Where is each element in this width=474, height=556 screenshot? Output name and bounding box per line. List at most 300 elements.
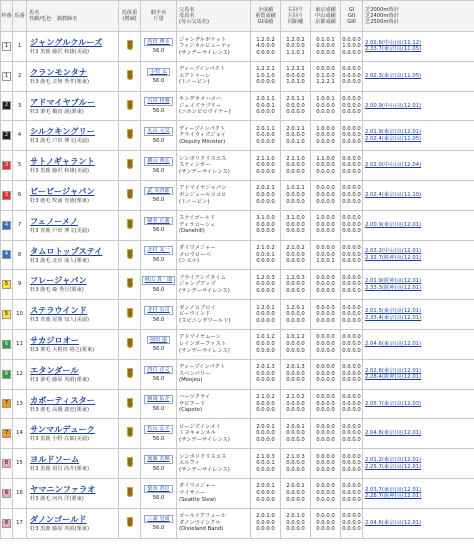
record-cell-1 — [251, 240, 281, 270]
header-horse-label: 馬名 — [29, 10, 40, 16]
weight-text: 56.0 — [152, 316, 165, 323]
race-time-link[interactable]: 2.28.4(阪神)良(12.01) — [365, 374, 422, 381]
time-cell — [363, 389, 474, 419]
race-time-link[interactable]: 2.04.6(東京)良(12.01) — [365, 341, 422, 348]
record-line: 0.0.0.0 — [286, 370, 305, 377]
record-line: 0.0.0.0 — [316, 281, 335, 288]
record-line: 0.0.0.0 — [342, 400, 361, 407]
pedigree-cell — [177, 240, 251, 270]
pedigree-cell — [177, 61, 251, 91]
jockey-name-link[interactable]: 後藤 浩輝 — [144, 455, 172, 464]
horse-name-link[interactable]: サンマルデューク — [30, 424, 95, 435]
record-line: 0.0.0.0 — [256, 377, 275, 384]
record-line: 1.0.0.0 — [316, 215, 335, 222]
jockey-name-link[interactable]: 横山 典弘 — [144, 157, 172, 166]
record-cell-3 — [311, 419, 341, 449]
record-line: 0.0.0.0 — [342, 483, 361, 490]
record-line: 0.0.0.0 — [342, 221, 361, 228]
race-time-link[interactable]: 2.02.6(中山)良(11.12) — [365, 39, 422, 46]
race-time-link[interactable]: 2.32.7(阪神)良(12.01) — [365, 254, 422, 261]
record-line: 0.0.0.0 — [286, 228, 305, 235]
race-time-link[interactable]: 2.04.6(東京)良(12.01) — [365, 519, 422, 526]
waku-box: 2 — [2, 101, 11, 110]
record-line: 0.0.0.0 — [256, 79, 275, 86]
header-rec4-c: GIII — [347, 19, 356, 25]
time-cell — [363, 180, 474, 210]
horse-sub-info[interactable]: 牡3 黒鹿 藤沢 和雄(美浦) — [30, 168, 89, 175]
record-line: 0.0.0.0 — [316, 43, 335, 50]
record-line: 0.0.0.0 — [342, 215, 361, 222]
table-row — [1, 32, 474, 62]
record-line: 0.0.0.0 — [286, 162, 305, 169]
jockey-name-link[interactable]: 藤岡 佑介 — [144, 395, 172, 404]
record-cell-4 — [341, 91, 363, 121]
pedigree-line: (スピニングワールド) — [179, 317, 231, 324]
horse-name-link[interactable]: アドマイヤブルー — [30, 96, 96, 107]
weight-text: 56.0 — [152, 107, 165, 114]
record-line: 2.0.1.0 — [286, 513, 305, 520]
record-line: 0.0.0.0 — [286, 168, 305, 175]
horse-name-link[interactable]: タムロトップステイ — [30, 245, 103, 256]
horse-sub-info[interactable]: 牡3 栗毛 高橋 義忠(栗東) — [30, 406, 89, 413]
record-line: 0.0.0.0 — [316, 66, 335, 73]
horse-name-link[interactable]: フレージャパン — [30, 275, 87, 286]
horse-sub-info[interactable]: 牡3 青鹿 戸田 博文(美浦) — [30, 227, 89, 234]
waku-box: 3 — [2, 191, 11, 200]
time-cell — [363, 91, 474, 121]
jockey-name-link[interactable]: 武 幸四郎 — [144, 187, 172, 196]
record-line: 1.1.0.0 — [316, 155, 335, 162]
waku-cell — [1, 329, 13, 359]
race-time-link[interactable]: 2.02.4(東京)良(11.10) — [365, 192, 422, 199]
umaban-cell: 11 — [13, 329, 27, 359]
table-row — [1, 478, 474, 508]
record-line: 0.0.0.0 — [286, 526, 305, 533]
silks-icon — [127, 308, 133, 318]
silks-icon — [127, 70, 133, 80]
record-line: 0.0.0.0 — [316, 185, 335, 192]
record-line: 0.0.0.0 — [342, 162, 361, 169]
race-time-link[interactable]: 2.01.9(東京)良(12.01) — [365, 129, 422, 136]
horse-sub-info[interactable]: 牡3 鹿毛 音無 秀孝(栗東) — [30, 78, 89, 85]
mark-cell — [119, 449, 141, 479]
header-pedigree-dam: 母馬名 — [179, 13, 195, 19]
weight-text: 56.0 — [152, 525, 165, 532]
record-line: 0.0.0.0 — [342, 490, 361, 497]
header-rec2 — [281, 1, 311, 32]
pedigree-line: キングカメハメハ — [179, 96, 222, 103]
record-line: 0.0.0.0 — [256, 490, 275, 497]
header-jockey — [141, 1, 177, 32]
record-line: 0.0.0.0 — [342, 317, 361, 324]
record-line: 0.0.0.0 — [316, 245, 335, 252]
pedigree-line: ブライアンズタイム — [179, 274, 226, 281]
pedigree-line: ボンジュールココロ — [179, 192, 227, 199]
record-line: 0.0.0.0 — [316, 334, 335, 341]
record-line: 0.0.0.0 — [342, 66, 361, 73]
horse-cell — [27, 61, 119, 91]
jockey-name-link[interactable]: 内田 博幸 — [144, 38, 172, 47]
record-line: 0.0.0.0 — [256, 466, 275, 473]
record-cell-4 — [341, 32, 363, 62]
record-line: 0.0.0.0 — [316, 228, 335, 235]
jockey-name-link[interactable]: 秋山 真一郎 — [142, 276, 176, 285]
jockey-cell — [141, 210, 177, 240]
record-line: 1.2.0.1 — [286, 304, 305, 311]
record-line: 0.0.0.0 — [286, 430, 305, 437]
record-line: 0.0.0.0 — [316, 370, 335, 377]
horse-name-link[interactable]: フェノーメノ — [30, 215, 78, 226]
race-time-link[interactable]: 2.01.5(東京)良(12.01) — [365, 307, 422, 314]
record-line: 0.0.0.0 — [286, 377, 305, 384]
horse-sub-info[interactable]: 牡3 黒鹿 須貝 尚介(栗東) — [30, 466, 89, 473]
horse-name-link[interactable]: ジャングルクルーズ — [30, 37, 103, 48]
horse-sub-info[interactable]: 牡3 黒鹿 藤沢 和雄(美浦) — [30, 49, 89, 56]
umaban-cell: 7 — [13, 210, 27, 240]
pedigree-line: (サンデーサイレンス) — [179, 466, 230, 473]
pedigree-line: ビーウインド — [179, 311, 211, 318]
jockey-name-link[interactable]: 丸山 元気 — [144, 127, 172, 136]
pedigree-cell — [177, 180, 251, 210]
record-line: 0.0.0.0 — [256, 288, 275, 295]
horse-cell — [27, 508, 119, 538]
record-line: 2.1.1.0 — [256, 155, 275, 162]
pedigree-line: エルフィ — [179, 460, 200, 467]
record-line: 0.0.0.0 — [342, 311, 361, 318]
record-line: 0.0.0.0 — [342, 192, 361, 199]
race-time-link[interactable]: 2.03.2(中山)良(12.01) — [365, 248, 422, 255]
record-line: 0.0.0.0 — [342, 341, 361, 348]
pedigree-line: シンボリクリスエス — [179, 155, 227, 162]
weight-text: 56.0 — [152, 346, 165, 353]
umaban-cell: 2 — [13, 61, 27, 91]
jockey-name-link[interactable]: 三浦 皇成 — [144, 515, 172, 524]
table-row — [1, 300, 474, 330]
record-line: 0.0.0.0 — [286, 281, 305, 288]
record-line: 0.0.0.0 — [256, 370, 275, 377]
record-line: 0.0.0.0 — [316, 513, 335, 520]
pedigree-line: ディープインパクト — [179, 125, 226, 132]
record-line: 1.2.0.2 — [256, 36, 275, 43]
horse-cell — [27, 240, 119, 270]
jockey-name-link[interactable]: 松山 弘平 — [144, 425, 172, 434]
header-rec3 — [311, 1, 341, 32]
umaban-cell: 3 — [13, 91, 27, 121]
horse-sub-info[interactable]: 牡3 鹿毛 北出 成人(栗東) — [30, 257, 89, 264]
race-time-link[interactable]: 2.28.7(阪神)良(12.01) — [365, 493, 422, 500]
record-line: 0.0.0.1 — [256, 102, 275, 109]
horse-name-link[interactable]: ヨルドソーム — [30, 454, 80, 465]
record-line: 0.0.0.0 — [316, 496, 335, 503]
header-rec3-b: 中山成績 — [315, 13, 336, 19]
horse-sub-info[interactable]: 牡3 黒鹿 藤原 英昭(栗東) — [30, 525, 89, 532]
horse-name-link[interactable]: シルクキングリー — [30, 126, 95, 137]
record-line: 0.0.0.0 — [342, 288, 361, 295]
record-cell-4 — [341, 210, 363, 240]
time-cell — [363, 210, 474, 240]
pedigree-line: (トニービン) — [179, 79, 210, 86]
record-cell-2 — [281, 449, 311, 479]
race-time-link[interactable]: 2.02.4(東京)良(11.05) — [365, 135, 422, 142]
jockey-name-link[interactable]: 川田 将雅 — [144, 97, 172, 106]
record-line: 0.0.0.0 — [316, 198, 335, 205]
record-cell-2 — [281, 32, 311, 62]
pedigree-line: ダイワメジャー — [179, 483, 216, 490]
race-time-link[interactable]: 2.02.6(東京)良(12.01) — [365, 367, 422, 374]
record-line: 0.0.0.0 — [342, 430, 361, 437]
record-cell-2 — [281, 478, 311, 508]
weight-text: 56.0 — [152, 256, 165, 263]
record-line: 0.0.0.0 — [256, 168, 275, 175]
record-cell-2 — [281, 270, 311, 300]
record-line: 0.0.0.0 — [342, 96, 361, 103]
time-cell — [363, 478, 474, 508]
race-time-link[interactable]: 2.33.7(東京)良(11.05) — [365, 46, 422, 53]
pedigree-line: ジェイズラブリー — [179, 102, 222, 109]
horse-sub-info[interactable]: 牡3 鹿毛 牧浦 充徳(栗東) — [30, 198, 89, 205]
horse-sub-info[interactable]: 牡3 栗毛 藤原 英昭(栗東) — [30, 376, 89, 383]
pedigree-cell — [177, 359, 251, 389]
jockey-name-link[interactable]: 北村 友一 — [144, 246, 172, 255]
weight-text: 56.0 — [152, 376, 165, 383]
race-time-link[interactable]: 2.00.9(東京)良(12.01) — [365, 221, 422, 228]
jockey-cell — [141, 270, 177, 300]
umaban-cell: 12 — [13, 359, 27, 389]
record-line: 0.0.0.0 — [256, 526, 275, 533]
waku-box: 2 — [2, 131, 11, 140]
record-line: 0.0.0.0 — [316, 437, 335, 444]
record-line: 0.0.0.0 — [256, 162, 275, 169]
umaban-cell: 16 — [13, 478, 27, 508]
record-line: 1.2.0.3 — [286, 274, 305, 281]
horse-sub-info[interactable]: 牡3 鹿毛 戸田 博文(美浦) — [30, 138, 89, 145]
umaban-cell: 4 — [13, 121, 27, 151]
horse-name-link[interactable]: サトノギャラント — [30, 156, 95, 167]
record-cell-2 — [281, 121, 311, 151]
jockey-cell — [141, 32, 177, 62]
record-line: 0.0.0.0 — [342, 102, 361, 109]
race-time-link[interactable]: 2.03.7(東京)良(12.01) — [365, 486, 422, 493]
record-cell-1 — [251, 508, 281, 538]
record-line: 0.0.0.0 — [342, 36, 361, 43]
pedigree-cell — [177, 508, 251, 538]
table-body — [1, 32, 474, 539]
record-line: 0.0.0.0 — [256, 400, 275, 407]
horse-name-link[interactable]: クランモンタナ — [30, 66, 87, 77]
record-line: 0.0.0.0 — [286, 407, 305, 414]
record-line: 0.0.0.0 — [256, 519, 275, 526]
record-line: 0.0.0.0 — [256, 49, 275, 56]
time-cell — [363, 32, 474, 62]
header-pedigree — [177, 1, 251, 32]
jockey-cell — [141, 300, 177, 330]
jockey-name-link[interactable]: 岡田 康 — [147, 336, 170, 345]
race-time-link[interactable]: 2.25.7(東京)良(12.01) — [365, 463, 422, 470]
record-line: 0.0.1.0 — [286, 139, 305, 146]
record-line: 2.1.0.2 — [286, 245, 305, 252]
record-cell-1 — [251, 389, 281, 419]
mark-cell — [119, 210, 141, 240]
header-rec2-c: 同距離 — [287, 19, 304, 25]
record-cell-4 — [341, 61, 363, 91]
time-cell — [363, 419, 474, 449]
record-line: 1.0.1.2 — [256, 334, 275, 341]
pedigree-line: フィジカルビューティ — [179, 43, 232, 50]
record-line: 0.0.0.0 — [286, 519, 305, 526]
record-line: 0.0.0.0 — [286, 132, 305, 139]
race-time-link[interactable]: 2.01.9(阪神)良(12.01) — [365, 278, 422, 285]
record-line: 0.0.0.0 — [316, 192, 335, 199]
record-line: 0.0.0.0 — [256, 281, 275, 288]
pedigree-line: サピアード — [179, 400, 206, 407]
jockey-cell — [141, 91, 177, 121]
silks-icon — [127, 338, 133, 348]
jockey-name-link[interactable]: 北村 宏司 — [144, 306, 172, 315]
jockey-name-link[interactable]: 四位 洋文 — [144, 366, 172, 375]
record-cell-1 — [251, 419, 281, 449]
race-time-link[interactable]: 2.33.3(阪神)良(12.01) — [365, 284, 422, 291]
record-line: 1.0.1.0 — [256, 72, 275, 79]
pedigree-line: (Seattle Slew) — [179, 496, 216, 503]
record-line: 0.0.0.0 — [256, 139, 275, 146]
record-line: 0.0.0.0 — [342, 466, 361, 473]
horse-name-link[interactable]: サカジロオー — [30, 335, 79, 346]
jockey-name-link[interactable]: 小牧 太 — [147, 68, 170, 77]
race-time-link[interactable]: 2.02.3(東京)良(11.05) — [365, 72, 422, 79]
jockey-cell — [141, 151, 177, 181]
record-line: 0.0.0.0 — [342, 407, 361, 414]
record-line: 0.0.0.0 — [342, 185, 361, 192]
time-cell — [363, 508, 474, 538]
race-time-link[interactable]: 2.05.7(東京)良(12.03) — [365, 400, 422, 407]
race-time-link[interactable]: 2.33.4(東京)良(12.01) — [365, 314, 422, 321]
record-cell-3 — [311, 270, 341, 300]
race-time-link[interactable]: 2.04.8(東京)良(12.01) — [365, 430, 422, 437]
record-line: 1.2.0.2 — [286, 36, 305, 43]
pedigree-line: スペンバリー — [179, 370, 211, 377]
waku-box: 7 — [2, 429, 11, 438]
record-line: 0.0.0.0 — [316, 304, 335, 311]
jockey-cell — [141, 389, 177, 419]
header-rec2-b: 左回り — [287, 13, 304, 19]
horse-name-link[interactable]: ステラウインド — [30, 305, 87, 316]
header-rec3-a: 東京成績 — [315, 7, 336, 13]
table-row — [1, 121, 474, 151]
horse-name-link[interactable]: ヤマニンファラオ — [30, 484, 96, 495]
table-row — [1, 210, 474, 240]
record-cell-2 — [281, 389, 311, 419]
table-row — [1, 419, 474, 449]
record-line: 0.0.0.0 — [316, 132, 335, 139]
horse-cell — [27, 121, 119, 151]
header-rec4-b: GII — [347, 13, 356, 19]
horse-sub-info[interactable]: 牡3 栗毛 橋田 満(栗東) — [30, 108, 84, 115]
horse-name-link[interactable]: エタンダール — [30, 364, 79, 375]
pedigree-line: (サンデーサイレンス) — [179, 347, 230, 354]
table-row — [1, 270, 474, 300]
race-time-link[interactable]: 2.00.9(中山)良(12.01) — [365, 102, 422, 109]
record-cell-2 — [281, 91, 311, 121]
header-rec4 — [341, 1, 363, 32]
record-line: 0.0.0.0 — [316, 347, 335, 354]
horse-sub-info[interactable]: 牡3 黒鹿 小野 次郎(美浦) — [30, 436, 89, 443]
record-line: 0.0.0.0 — [342, 460, 361, 467]
header-mark: 馬体重(増減) — [119, 1, 141, 32]
race-time-link[interactable]: 2.01.2(東京)良(12.01) — [365, 456, 422, 463]
record-cell-4 — [341, 240, 363, 270]
record-cell-2 — [281, 180, 311, 210]
silks-icon — [127, 129, 133, 139]
waku-box: 5 — [2, 280, 11, 289]
horse-sub-info[interactable]: 牡3 青鹿 尾関 知人(美浦) — [30, 317, 89, 324]
waku-cell — [1, 449, 13, 479]
record-line: 0.0.0.0 — [256, 109, 275, 116]
pedigree-line: アドマイヤムーン — [179, 334, 221, 341]
waku-box: 8 — [2, 489, 11, 498]
header-pedigree-damsire: (母の父馬名) — [179, 19, 209, 25]
weight-text: 56.0 — [152, 137, 165, 144]
pedigree-line: (サンデーサイレンス) — [179, 168, 230, 175]
record-cell-3 — [311, 32, 341, 62]
jockey-name-link[interactable]: 蛯名 正義 — [144, 217, 172, 226]
pedigree-line: ディープインパクト — [179, 66, 226, 73]
record-cell-1 — [251, 210, 281, 240]
record-line: 0.0.0.0 — [342, 281, 361, 288]
mark-cell — [119, 300, 141, 330]
record-line: 0.0.0.0 — [342, 347, 361, 354]
record-line: 0.0.0.0 — [316, 466, 335, 473]
waku-box: 5 — [2, 310, 11, 319]
record-cell-3 — [311, 359, 341, 389]
umaban-cell: 14 — [13, 419, 27, 449]
pedigree-line: (トニービン) — [179, 198, 210, 205]
waku-box: 8 — [2, 519, 11, 528]
horse-name-link[interactable]: ビービージャパン — [30, 186, 95, 197]
horse-cell — [27, 389, 119, 419]
horse-name-link[interactable]: カポーティスター — [30, 394, 95, 405]
record-line: 1.2.2.1 — [256, 66, 275, 73]
record-cell-3 — [311, 61, 341, 91]
horse-name-link[interactable]: ダノンゴールド — [30, 513, 87, 524]
record-line: 0.0.0.0 — [342, 109, 361, 116]
horse-sub-info[interactable]: 牡3 鹿毛 河内 洋(栗東) — [30, 496, 84, 503]
record-line: 0.0.0.0 — [316, 221, 335, 228]
horse-sub-info[interactable]: 牡3 栗毛 大根田 裕之(栗東) — [30, 347, 95, 354]
waku-box: 6 — [2, 340, 11, 349]
umaban-cell: 15 — [13, 449, 27, 479]
record-cell-2 — [281, 240, 311, 270]
record-line: 2.0.0.1 — [286, 423, 305, 430]
pedigree-cell — [177, 329, 251, 359]
record-cell-1 — [251, 329, 281, 359]
record-cell-1 — [251, 151, 281, 181]
jockey-name-link[interactable]: 柴田 善臣 — [144, 485, 172, 494]
header-pedigree-sire: 父馬名 — [179, 7, 195, 13]
horse-sub-info[interactable]: 牡3 鹿毛 森 秀行(栗東) — [30, 287, 84, 294]
record-cell-3 — [311, 210, 341, 240]
time-cell — [363, 61, 474, 91]
pedigree-cell — [177, 389, 251, 419]
record-line: 0.0.0.1 — [256, 251, 275, 258]
waku-cell — [1, 389, 13, 419]
record-line: 1.0.1.0 — [286, 79, 305, 86]
pedigree-cell — [177, 151, 251, 181]
race-time-link[interactable]: 2.02.0(中山)良(12.04) — [365, 162, 422, 169]
record-line: 0.0.0.0 — [316, 317, 335, 324]
header-time-2000: 芝2000m時計 — [365, 7, 399, 13]
waku-cell — [1, 300, 13, 330]
record-line: 2.0.1.3 — [256, 364, 275, 371]
